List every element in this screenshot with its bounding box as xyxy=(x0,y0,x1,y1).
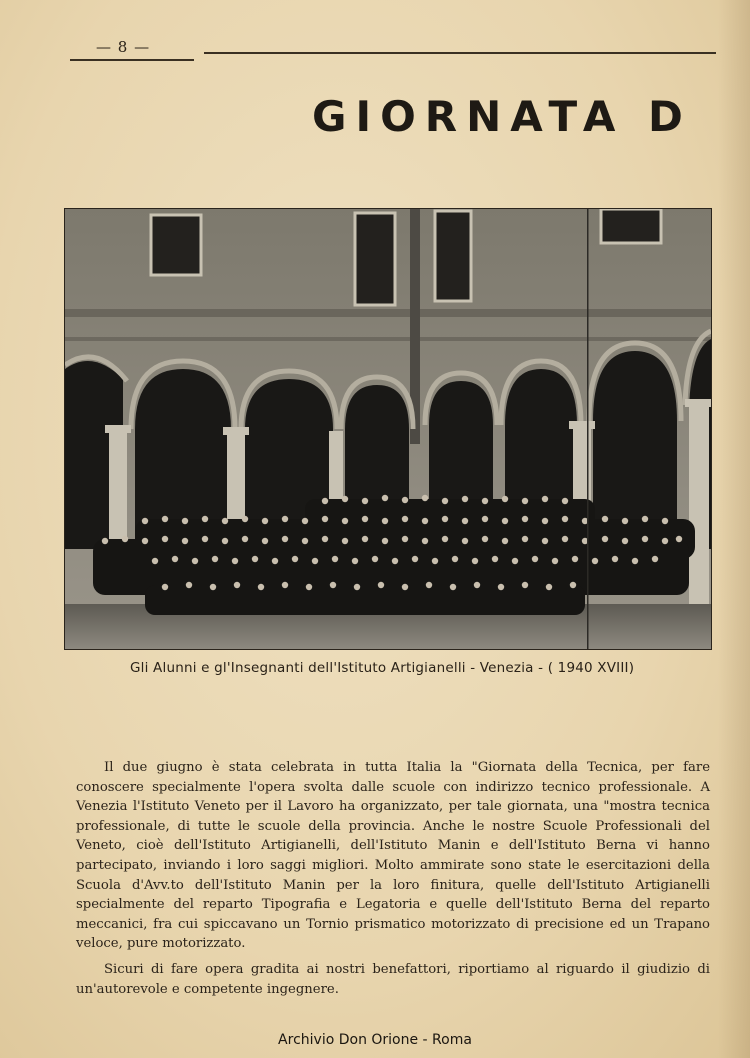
article-paragraph: Il due giugno è stata celebrata in tutta Italia la "Giornata della Tecnica, per fare conoscere specialmente l'opera svolta dalle scuole con indirizzo tecnico professionale. A Venezia l'Istituto Veneto per il Lavoro ha organizzato, per tale giornata, una "mostra tecnica professionale, di tutte le scuole della provincia. Anche le nostre Scuole Professionali del Veneto, cioè dell'Istituto Artigianelli, dell'Istituto Manin e dell'Istituto Berna vi hanno partecipato, inviando i loro saggi migliori. Molto ammirate sono state le esercitazioni della Scuola d'Avv.to dell'Istituto Manin per la loro finitura, quelle dell'Istituto Artigianelli specialmente del reparto Tipografia e Legatoria e quelle dell'Istituto Berna del reparto meccanici, fra cui spiccavano un Tornio prismatico motorizzato di precisione ed un Trapano veloce, pure motorizzato. xyxy=(76,760,710,952)
header-rule-right xyxy=(204,52,716,54)
header-rule-left xyxy=(70,59,194,61)
article-body xyxy=(76,758,710,999)
page-title: GIORNATA D xyxy=(312,92,692,141)
article-paragraph: Sicuri di fare opera gradita ai nostri benefattori, riportiamo al riguardo il giudizio di un'autorevole e competente ingegnere. xyxy=(76,961,710,997)
page-number: — 8 — xyxy=(96,38,151,56)
courtyard-illustration xyxy=(65,209,711,649)
photo-caption: Gli Alunni e gl'Insegnanti dell'Istituto Artigianelli - Venezia - ( 1940 XVIII) xyxy=(130,660,635,676)
group-photo xyxy=(64,208,712,650)
binding-shadow xyxy=(718,0,750,1058)
archive-footer: Archivio Don Orione - Roma xyxy=(278,1032,472,1048)
